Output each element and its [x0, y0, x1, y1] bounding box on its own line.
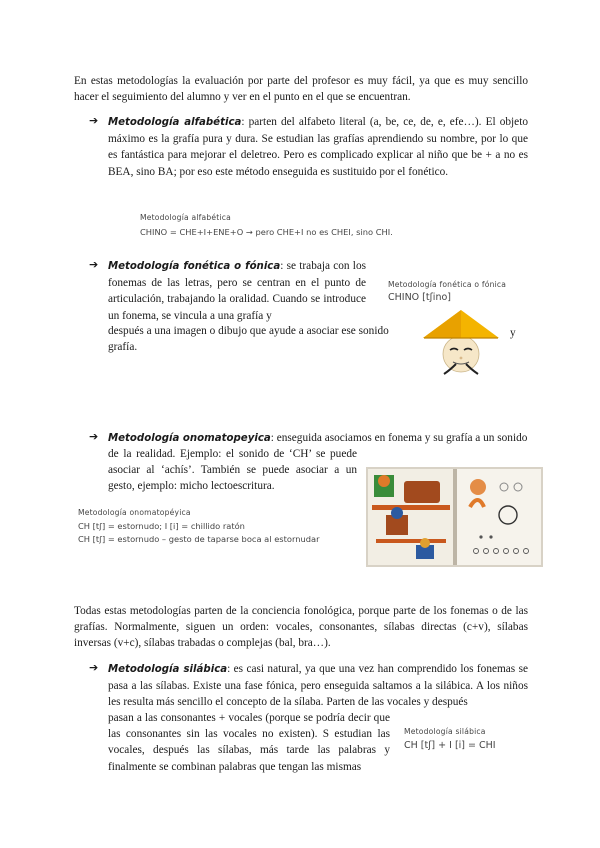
bullet-silabica-part2: pasan a las consonantes + vocales (porque se podría decir que las consonantes sin las vocales no existen). S estudian las vocales, después las sílabas, más tarde las palabras y finalmente se combinan palabras que tengan las mismas: [108, 712, 390, 773]
heading-alfabetica: Metodología alfabética: [108, 117, 242, 128]
note-onomato-line2: CH [tʃ] = estornudo – gesto de taparse boca al estornudar: [78, 534, 320, 544]
bullet-fonica-part1: [108, 258, 366, 324]
note-alfabetica-title: Metodología alfabética: [140, 213, 231, 222]
bullet-silabica-part1: [108, 661, 528, 711]
note-silabica-title: Metodología silábica: [404, 727, 486, 736]
note-fonica-title: Metodología fonética o fónica: [388, 280, 507, 289]
heading-silabica: Metodología silábica: [108, 664, 228, 675]
bullet-onomato-part2: de la realidad. Ejemplo: el sonido de ‘CH’ se puede asociar al ‘achís’. También se puede asociar a un gesto, ejemplo: micho lectoescritura.: [108, 448, 357, 493]
bullet-arrow-icon: ➔: [89, 430, 99, 443]
book-illustration: [366, 467, 543, 567]
text-silabica-a: : es casi natural, ya que una vez han comprendido los fonemas se pasa a las sílabas. Existe una fase fónica, pero enseguida saltamos a la silábica. A los niños les resulta más sencillo el concepto de la sílaba. Parten de las vocales y después: [108, 663, 528, 709]
intro-paragraph: En estas metodologías la evaluación por parte del profesor es muy fácil, ya que es muy sencillo hacer el seguimiento del alumno y ver en el punto en el que se encuentran.: [74, 75, 528, 104]
note-fonica-line: CHINO [tʃino]: [388, 292, 451, 303]
bullet-arrow-icon: ➔: [89, 114, 99, 127]
note-fonica-y: y: [510, 327, 516, 339]
note-onomato-line1: CH [tʃ] = estornudo; I [i] = chillido ratón: [78, 521, 245, 531]
note-onomato-title: Metodología onomatopéyica: [78, 508, 191, 517]
note-alfabetica-line: CHINO = CHE+I+ENE+O → pero CHE+I no es CHEI, sino CHI.: [140, 227, 393, 237]
chinese-man-illustration: [420, 306, 502, 384]
bullet-onomato-part1: [108, 430, 533, 447]
bullet-arrow-icon: ➔: [89, 661, 99, 674]
text-alfabetica: : parten del alfabeto literal (a, be, ce, de, e, efe…). El objeto máximo es la grafía pura y dura. Se estudian las grafías aprendiendo su nombre, por lo que es fantástica para mejorar el deletreo. Pero es complicado explicar al niño que be + a no es BEA, sino BA; por eso este método enseguida es sustituido por el fonético.: [108, 116, 528, 178]
middle-paragraph: Todas estas metodologías parten de la conciencia fonológica, porque parte de los fonemas o de las grafías. Normalmente, siguen un orden: vocales, consonantes, sílabas directas (c+v), sílabas inversas (v+c), sílabas trabadas o complejas (bal, bra…).: [74, 605, 528, 650]
bullet-fonica-part2: después a una imagen o dibujo que ayude a asociar ese sonido grafía.: [108, 325, 389, 354]
heading-onomato: Metodología onomatopeyica: [108, 433, 271, 444]
bullet-alfabetica: [108, 114, 528, 180]
bullet-arrow-icon: ➔: [89, 258, 99, 271]
text-onomato-a: : enseguida asociamos en fonema y su grafía a un sonido: [270, 432, 528, 444]
text-fonica-a: : se trabaja con los fonemas de las letras, pero se centran en el punto de articulación, trabajando la oralidad. Cuando se introduce un fonema, se vincula a una grafía y: [108, 260, 366, 322]
heading-fonica: Metodología fonética o fónica: [108, 261, 281, 272]
note-silabica-line: CH [tʃ] + I [i] = CHI: [404, 740, 496, 751]
